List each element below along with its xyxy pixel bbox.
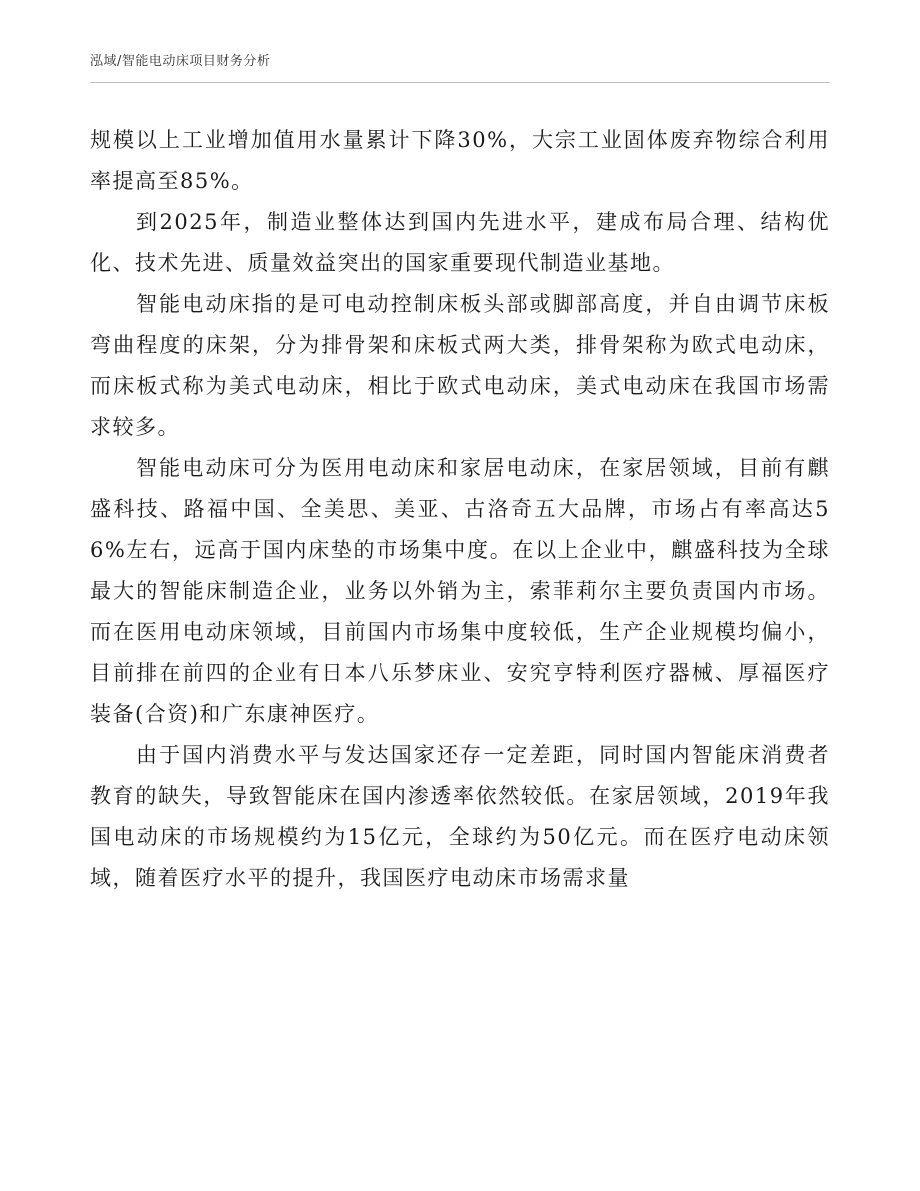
paragraph-1: 规模以上工业增加值用水量累计下降30%，大宗工业固体废弃物综合利用率提高至85%。 (90, 128, 830, 193)
header-divider (90, 82, 830, 83)
paragraph-4: 智能电动床可分为医用电动床和家居电动床，在家居领域，目前有麒盛科技、路福中国、全美思、美亚、古洛奇五大品牌，市场占有率高达56%左右，远高于国内床垫的市场集中度。在以上企业中，麒盛科技为全球最大的智能床制造企业，业务以外销为主，索菲莉尔主要负责国内市场。而在医用电动床领域，目前国内市场集中度较低，生产企业规模均偏小，目前排在前四的企业有日本八乐梦床业、安究亨特利医疗器械、厚福医疗装备(合资)和广东康神医疗。 (90, 456, 830, 726)
paragraph-5: 由于国内消费水平与发达国家还存一定差距，同时国内智能床消费者教育的缺失，导致智能床在国内渗透率依然较低。在家居领域，2019年我国电动床的市场规模约为15亿元，全球约为50亿元。而在医疗电动床领域，随着医疗水平的提升，我国医疗电动床市场需求量 (90, 743, 830, 890)
running-header: 泓域/智能电动床项目财务分析 (90, 54, 271, 69)
document-body (90, 120, 830, 899)
paragraph-2: 到2025年，制造业整体达到国内先进水平，建成布局合理、结构优化、技术先进、质量效益突出的国家重要现代制造业基地。 (90, 210, 830, 275)
paragraph-3: 智能电动床指的是可电动控制床板头部或脚部高度，并自由调节床板弯曲程度的床架，分为排骨架和床板式两大类，排骨架称为欧式电动床，而床板式称为美式电动床，相比于欧式电动床，美式电动床在我国市场需求较多。 (90, 292, 830, 439)
